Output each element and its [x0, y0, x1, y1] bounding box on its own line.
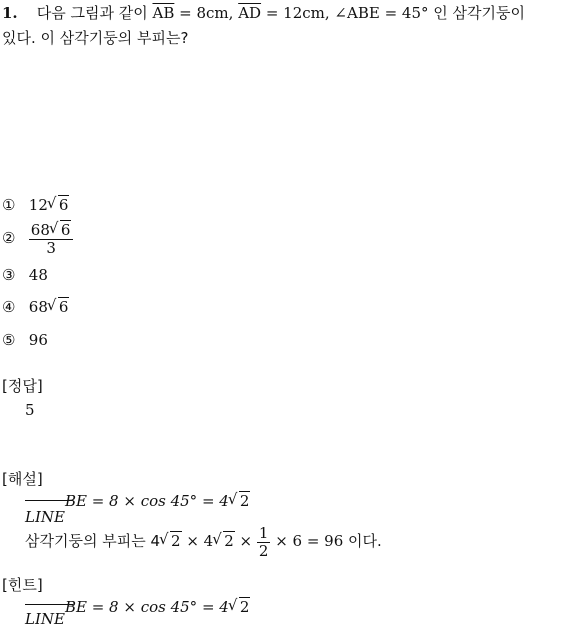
overline-bar: [25, 604, 73, 605]
choice-2-num-coef: 68: [30, 221, 50, 239]
hint-label: [힌트]: [2, 576, 43, 594]
line-var: LINE: [25, 610, 65, 628]
figure-area: [0, 52, 570, 187]
choice-4-coef: 68: [28, 298, 48, 316]
question-prefix: 다음 그림과 같이: [36, 4, 148, 22]
sqrt-symbol: [213, 532, 235, 550]
choice-4-radicand: 6: [58, 298, 69, 316]
hint-radicand: 2: [239, 598, 250, 616]
sqrt-symbol: [48, 196, 70, 214]
hint-eq: BE = 8 × cos 45° = 4: [64, 598, 229, 616]
choice-marker: ①: [2, 196, 16, 214]
choice-marker: ③: [2, 266, 16, 284]
choice-5[interactable]: [2, 331, 48, 349]
ad-value: = 12cm,: [261, 4, 330, 22]
choice-1-coef: 12: [28, 196, 48, 214]
sqrt-symbol: [48, 298, 70, 316]
sqrt-symbol: [50, 222, 72, 239]
question-suffix: 인 삼각기둥이: [433, 4, 525, 22]
angle-abe: ∠ABE = 45°: [334, 4, 429, 22]
choice-3[interactable]: [2, 266, 48, 284]
sqrt-symbol: [229, 492, 251, 510]
explanation-label: [해설]: [2, 470, 43, 488]
sqrt-symbol: [229, 598, 251, 616]
times: ×: [234, 532, 257, 550]
frac-num: 1: [258, 524, 269, 542]
line-var: LINE: [25, 508, 65, 526]
choice-1-radicand: 6: [58, 196, 69, 214]
sqrt-symbol: [160, 532, 182, 550]
question-line-2: 있다. 이 삼각기둥의 부피는?: [2, 29, 189, 47]
segment-ab: $\overline{AB}$: [152, 4, 175, 22]
choice-2-fraction: [29, 222, 74, 256]
choice-2-denominator: 3: [46, 238, 56, 257]
choice-2-radicand: 6: [60, 221, 71, 239]
explanation-eq: BE = 8 × cos 45° = 4: [64, 492, 229, 510]
explanation-tail: × 6 = 96: [270, 532, 344, 550]
choice-marker: ④: [2, 298, 16, 316]
radicand: 2: [171, 532, 181, 550]
choice-marker: ⑤: [2, 331, 16, 349]
overline-bar: [25, 500, 73, 501]
ab-value: = 8cm,: [174, 4, 234, 22]
half-fraction: [257, 525, 271, 559]
choice-2[interactable]: [2, 222, 73, 256]
explanation-line-2: [25, 525, 382, 559]
radicand: 2: [224, 532, 234, 550]
explanation-radicand: 2: [239, 492, 250, 510]
question-number: 1.: [2, 4, 18, 22]
times-four: × 4: [181, 532, 214, 550]
hint-line-1: [25, 598, 250, 628]
choice-4[interactable]: [2, 298, 69, 316]
answer-value: 5: [25, 401, 35, 419]
frac-den: 2: [258, 541, 269, 560]
choice-3-value: 48: [28, 266, 48, 284]
choice-marker: ②: [2, 229, 16, 247]
segment-ad: $\overline{AD}$: [238, 4, 262, 22]
answer-label: [정답]: [2, 377, 43, 395]
explanation-end: 이다.: [343, 532, 382, 550]
question-line-1: [2, 2, 525, 23]
choice-1[interactable]: [2, 196, 69, 214]
explanation-line-1: [25, 492, 250, 526]
explanation-prefix: 삼각기둥의 부피는 4: [25, 532, 161, 550]
choice-5-value: 96: [28, 331, 48, 349]
